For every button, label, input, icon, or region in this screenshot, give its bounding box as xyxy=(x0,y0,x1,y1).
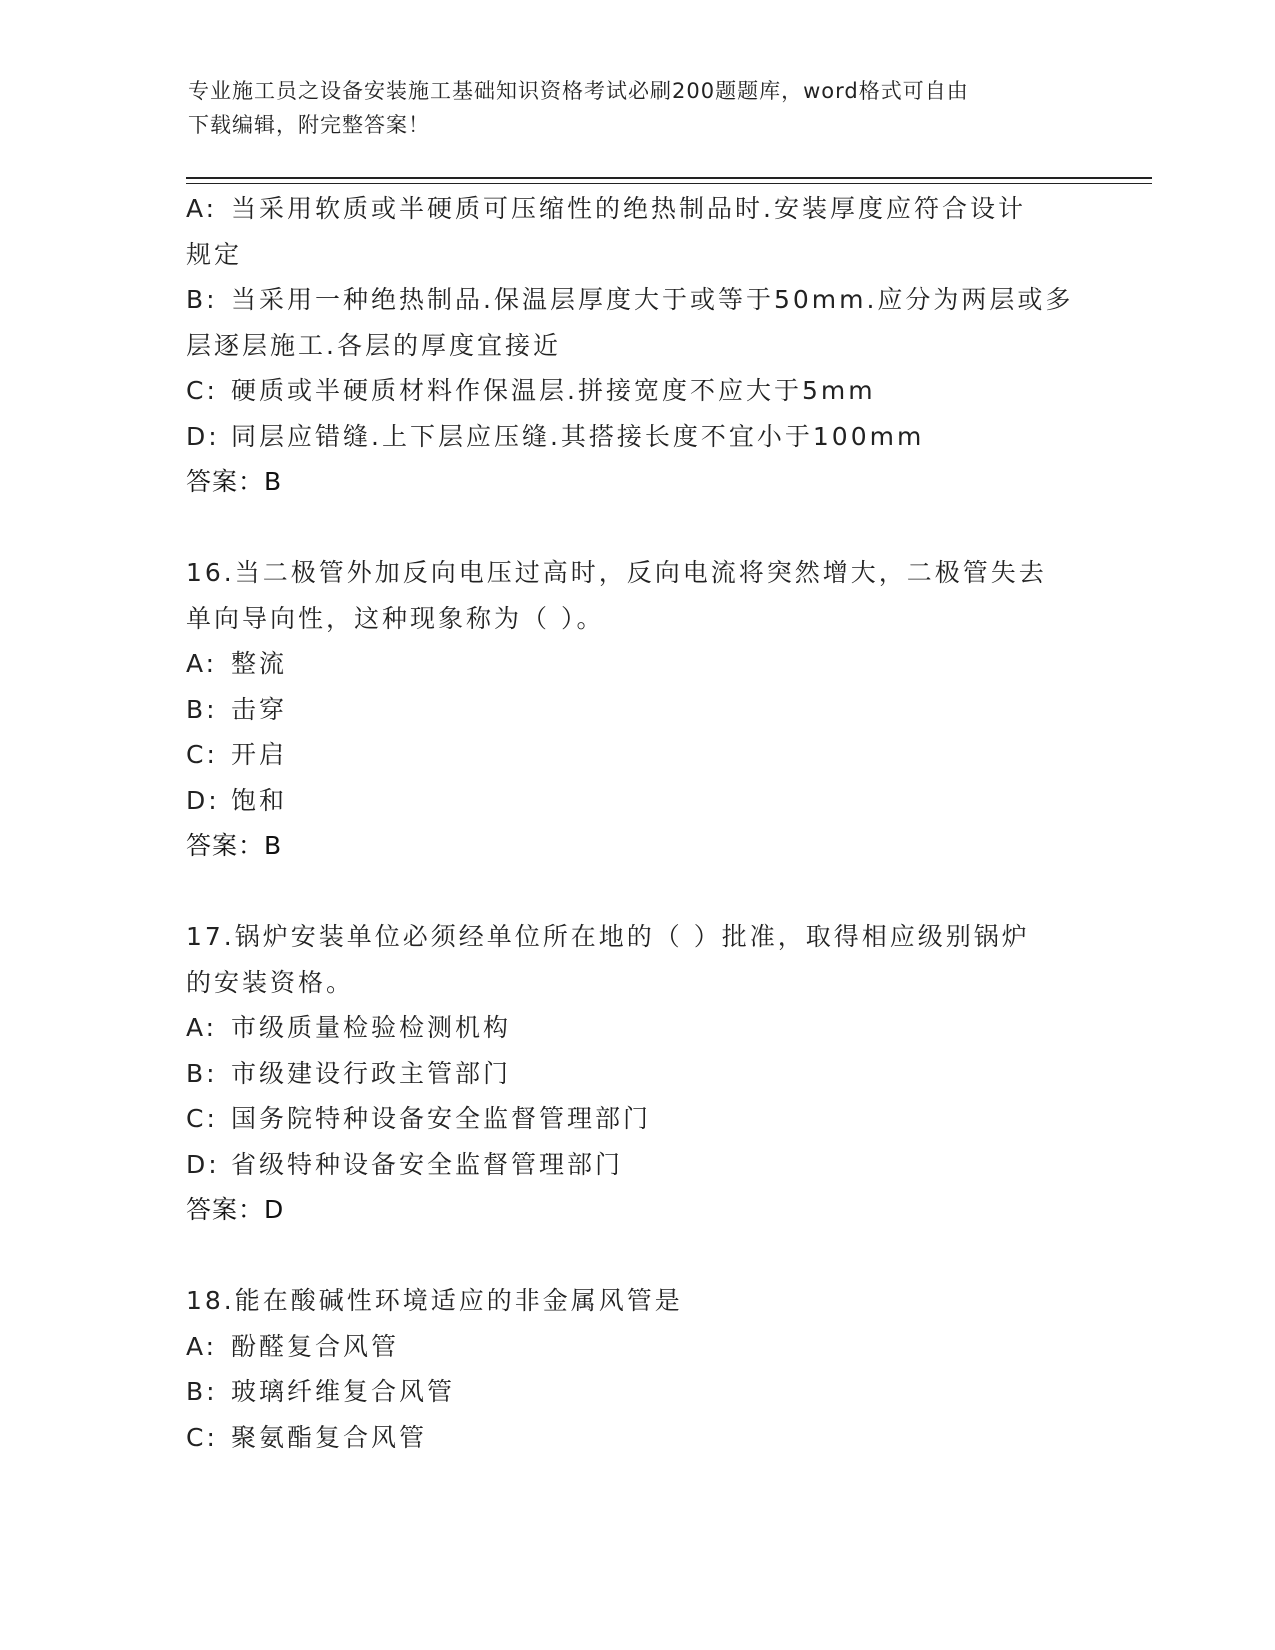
option-d xyxy=(186,1142,1086,1188)
option-text: 开启 xyxy=(231,740,288,769)
option-text: 聚氨酯复合风管 xyxy=(231,1422,428,1452)
option-d xyxy=(186,414,1086,460)
option-text: 硬质或半硬质材料作保温层.拼接宽度不应大于5mm xyxy=(231,376,876,405)
option-c xyxy=(186,1096,1086,1142)
option-text: 整流 xyxy=(231,649,288,678)
document-header xyxy=(188,74,1088,142)
option-key: B: xyxy=(186,1377,218,1406)
option-key: A: xyxy=(186,649,218,678)
option-text: 酚醛复合风管 xyxy=(231,1331,400,1361)
option-c xyxy=(186,732,1086,778)
header-divider-thin xyxy=(186,183,1152,184)
question-18 xyxy=(186,1278,1086,1460)
option-b xyxy=(186,1051,1086,1097)
option-d xyxy=(186,778,1086,824)
option-b xyxy=(186,1369,1086,1415)
option-key: C: xyxy=(186,1422,218,1452)
answer-line: 答案：B xyxy=(186,467,283,496)
option-text: 当采用一种绝热制品.保温层厚度大于或等于50mm.应分为两层或多 xyxy=(231,285,1074,314)
option-text: 市级建设行政主管部门 xyxy=(231,1058,512,1088)
option-b-continuation: 层逐层施工.各层的厚度宜接近 xyxy=(186,330,561,360)
option-text: 国务院特种设备安全监督管理部门 xyxy=(231,1104,652,1133)
option-text: 当采用软质或半硬质可压缩性的绝热制品时.安装厚度应符合设计 xyxy=(231,194,1026,223)
answer-line: 答案：B xyxy=(186,831,283,860)
option-key: C: xyxy=(186,1104,218,1133)
question-stem: 18.能在酸碱性环境适应的非金属风管是 xyxy=(186,1286,683,1315)
option-text: 市级质量检验检测机构 xyxy=(231,1013,512,1042)
option-key: A: xyxy=(186,1331,218,1361)
option-key: A: xyxy=(186,1013,218,1042)
option-key: C: xyxy=(186,376,218,405)
header-divider-thick xyxy=(186,177,1152,179)
header-line-2: 下载编辑，附完整答案！ xyxy=(188,113,430,137)
option-a xyxy=(186,1324,1086,1370)
option-text: 击穿 xyxy=(231,694,288,724)
option-b xyxy=(186,277,1086,323)
question-16 xyxy=(186,550,1086,869)
option-a-continuation: 规定 xyxy=(186,239,243,269)
option-key: C: xyxy=(186,740,218,769)
header-line-1: 专业施工员之设备安装施工基础知识资格考试必刷200题题库，word格式可自由 xyxy=(188,79,969,103)
question-stem: 17.锅炉安装单位必须经单位所在地的（ ）批准，取得相应级别锅炉 xyxy=(186,922,1030,951)
question-17 xyxy=(186,914,1086,1233)
option-a xyxy=(186,186,1086,232)
option-c xyxy=(186,1415,1086,1461)
option-key: B: xyxy=(186,1058,218,1088)
option-key: D: xyxy=(186,1149,220,1179)
option-key: B: xyxy=(186,285,218,314)
option-key: A: xyxy=(186,194,218,223)
option-text: 玻璃纤维复合风管 xyxy=(231,1377,456,1406)
option-key: D: xyxy=(186,421,220,451)
option-c xyxy=(186,368,1086,414)
option-a xyxy=(186,641,1086,687)
question-stem-continuation: 单向导向性，这种现象称为（ ）。 xyxy=(186,603,605,633)
option-key: B: xyxy=(186,694,218,724)
question-15 xyxy=(186,186,1086,505)
question-stem: 16.当二极管外加反向电压过高时，反向电流将突然增大，二极管失去 xyxy=(186,558,1047,587)
option-text: 省级特种设备安全监督管理部门 xyxy=(231,1149,624,1179)
option-b xyxy=(186,687,1086,733)
option-a xyxy=(186,1005,1086,1051)
question-stem-continuation: 的安装资格。 xyxy=(186,967,355,997)
option-text: 同层应错缝.上下层应压缝.其搭接长度不宜小于100mm xyxy=(231,421,925,451)
answer-line: 答案：D xyxy=(186,1195,285,1224)
document-body xyxy=(186,186,1086,1460)
option-text: 饱和 xyxy=(231,785,288,815)
option-key: D: xyxy=(186,785,220,815)
